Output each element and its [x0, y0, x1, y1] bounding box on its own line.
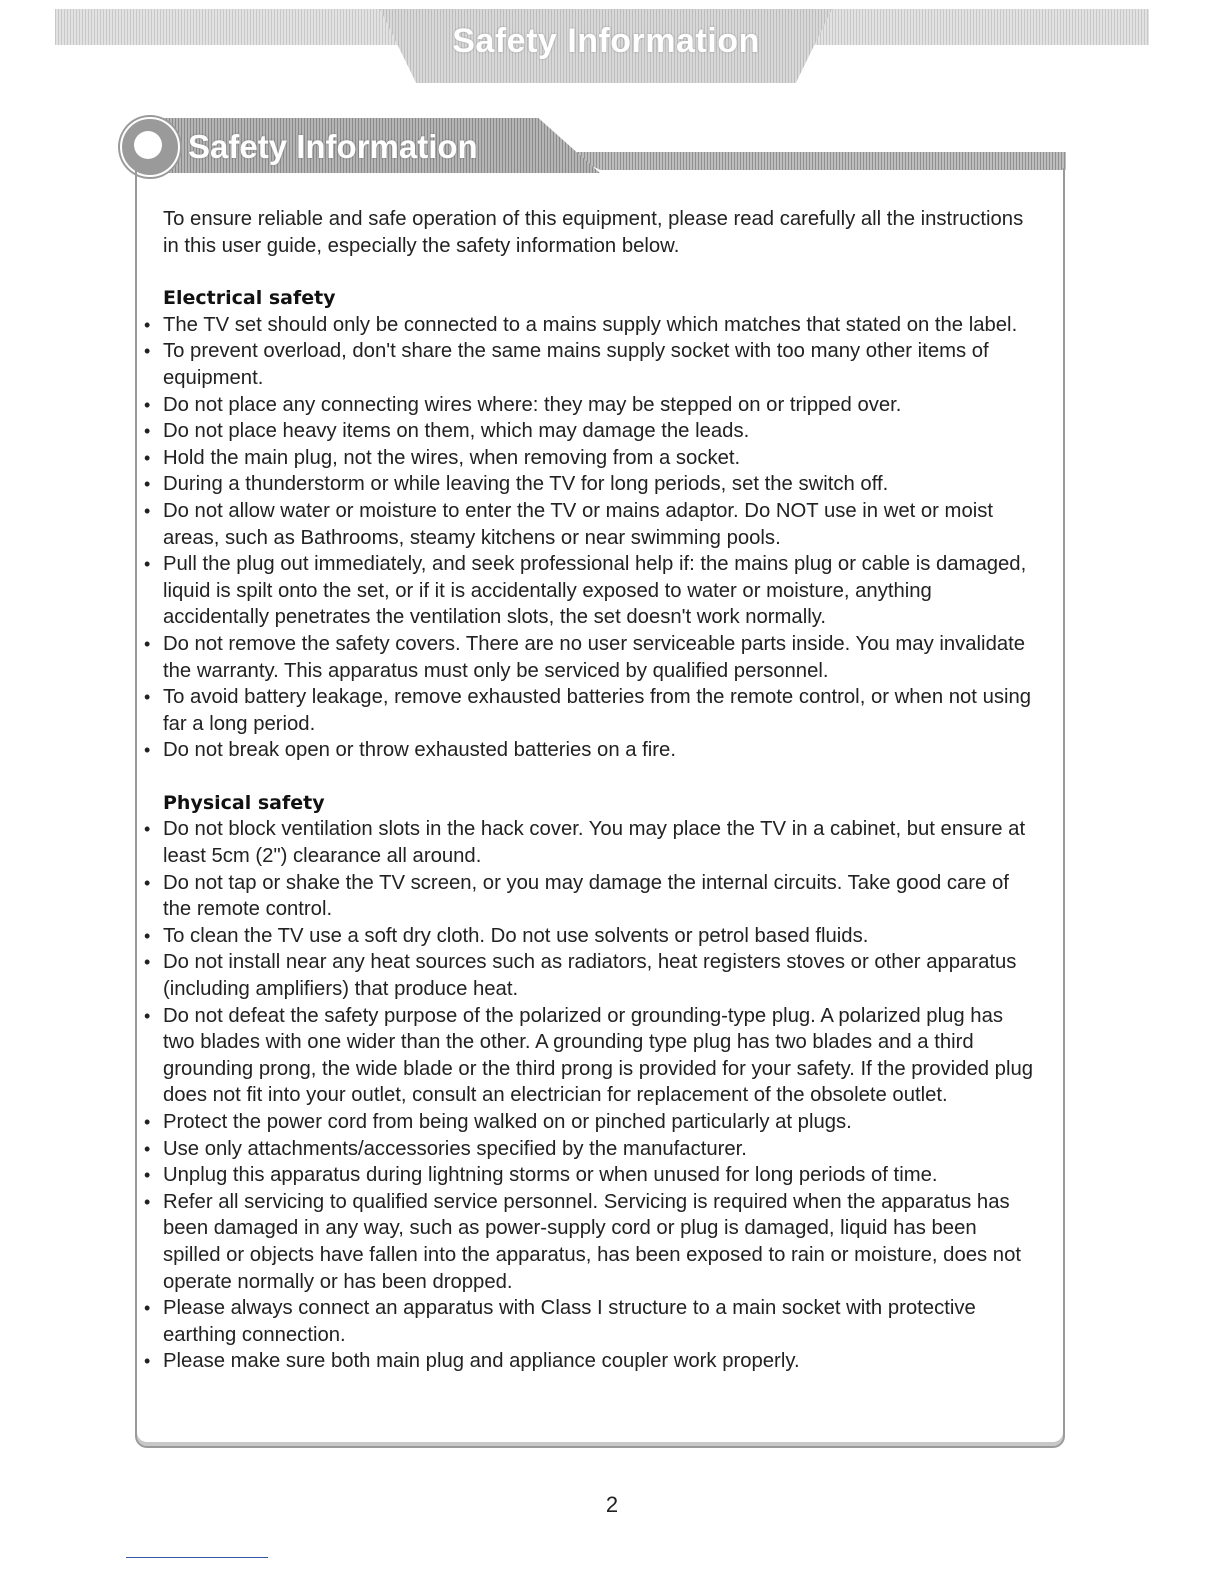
section-title: Safety Information [188, 128, 478, 165]
list-item: • Do not allow water or moisture to enter the TV or mains adaptor. Do NOT use in wet or moist areas, such as Bathrooms, steamy kitchens or near swimming pools. [163, 498, 1033, 551]
list-item: • To clean the TV use a soft dry cloth. Do not use solvents or petrol based fluids. [163, 923, 1033, 950]
electrical-safety-heading: Electrical safety [163, 287, 336, 310]
list-item: • Refer all servicing to qualified service personnel. Servicing is required when the apparatus has been damaged in any way, such as power-supply cord or plug is damaged, liquid has been spilled or objects have fallen into the apparatus, has been exposed to rain or moisture, does not operate normally or has been dropped. [163, 1189, 1033, 1295]
list-item: • Use only attachments/accessories specified by the manufacturer. [163, 1136, 1033, 1163]
list-item: • Do not block ventilation slots in the hack cover. You may place the TV in a cabinet, but ensure at least 5cm (2") clearance all around. [163, 816, 1033, 869]
list-item: • Do not install near any heat sources such as radiators, heat registers stoves or other apparatus (including amplifiers) that produce heat. [163, 949, 1033, 1002]
page-number: 2 [605, 1492, 619, 1517]
list-item: • To prevent overload, don't share the same mains supply socket with too many other items of equipment. [163, 338, 1033, 391]
list-item: • Do not place any connecting wires where: they may be stepped on or tripped over. [163, 392, 1033, 419]
list-item: • Do not break open or throw exhausted batteries on a fire. [163, 737, 1033, 764]
list-item: • The TV set should only be connected to a mains supply which matches that stated on the label. [163, 312, 1033, 339]
banner-title: Safety Information [452, 22, 760, 60]
list-item: • Protect the power cord from being walked on or pinched particularly at plugs. [163, 1109, 1033, 1136]
section-bullet-icon-inner [134, 131, 162, 159]
physical-safety-list [163, 816, 1033, 1374]
list-item: • Hold the main plug, not the wires, when removing from a socket. [163, 445, 1033, 472]
list-item: • Pull the plug out immediately, and seek professional help if: the mains plug or cable is damaged, liquid is spilt onto the set, or if it is accidentally exposed to water or moisture, anything accidentally penetrates the ventilation slots, the set doesn't work normally. [163, 551, 1033, 631]
list-item: • Do not defeat the safety purpose of the polarized or grounding-type plug. A polarized plug has two blades with one wider than the other. A grounding type plug has two blades and a third grounding prong, the wide blade or the third prong is provided for your safety. If the provided plug does not fit into your outlet, consult an electrician for replacement of the obsolete outlet. [163, 1003, 1033, 1109]
list-item: • Do not remove the safety covers. There are no user serviceable parts inside. You may invalidate the warranty. This apparatus must only be serviced by qualified personnel. [163, 631, 1033, 684]
list-item: • Please always connect an apparatus with Class I structure to a main socket with protective earthing connection. [163, 1295, 1033, 1348]
electrical-safety-list [163, 312, 1033, 764]
footer-divider [126, 1557, 268, 1558]
list-item: • Please make sure both main plug and appliance coupler work properly. [163, 1348, 1033, 1375]
list-item: • Unplug this apparatus during lightning storms or when unused for long periods of time. [163, 1162, 1033, 1189]
list-item: • Do not tap or shake the TV screen, or you may damage the internal circuits. Take good care of the remote control. [163, 870, 1033, 923]
content-body [163, 206, 1033, 1401]
list-item: • To avoid battery leakage, remove exhausted batteries from the remote control, or when not using far a long period. [163, 684, 1033, 737]
list-item: • During a thunderstorm or while leaving the TV for long periods, set the switch off. [163, 471, 1033, 498]
intro-paragraph: To ensure reliable and safe operation of this equipment, please read carefully all the instructions in this user guide, especially the safety information below. [163, 208, 1024, 257]
physical-safety-heading: Physical safety [163, 791, 325, 814]
list-item: • Do not place heavy items on them, which may damage the leads. [163, 418, 1033, 445]
